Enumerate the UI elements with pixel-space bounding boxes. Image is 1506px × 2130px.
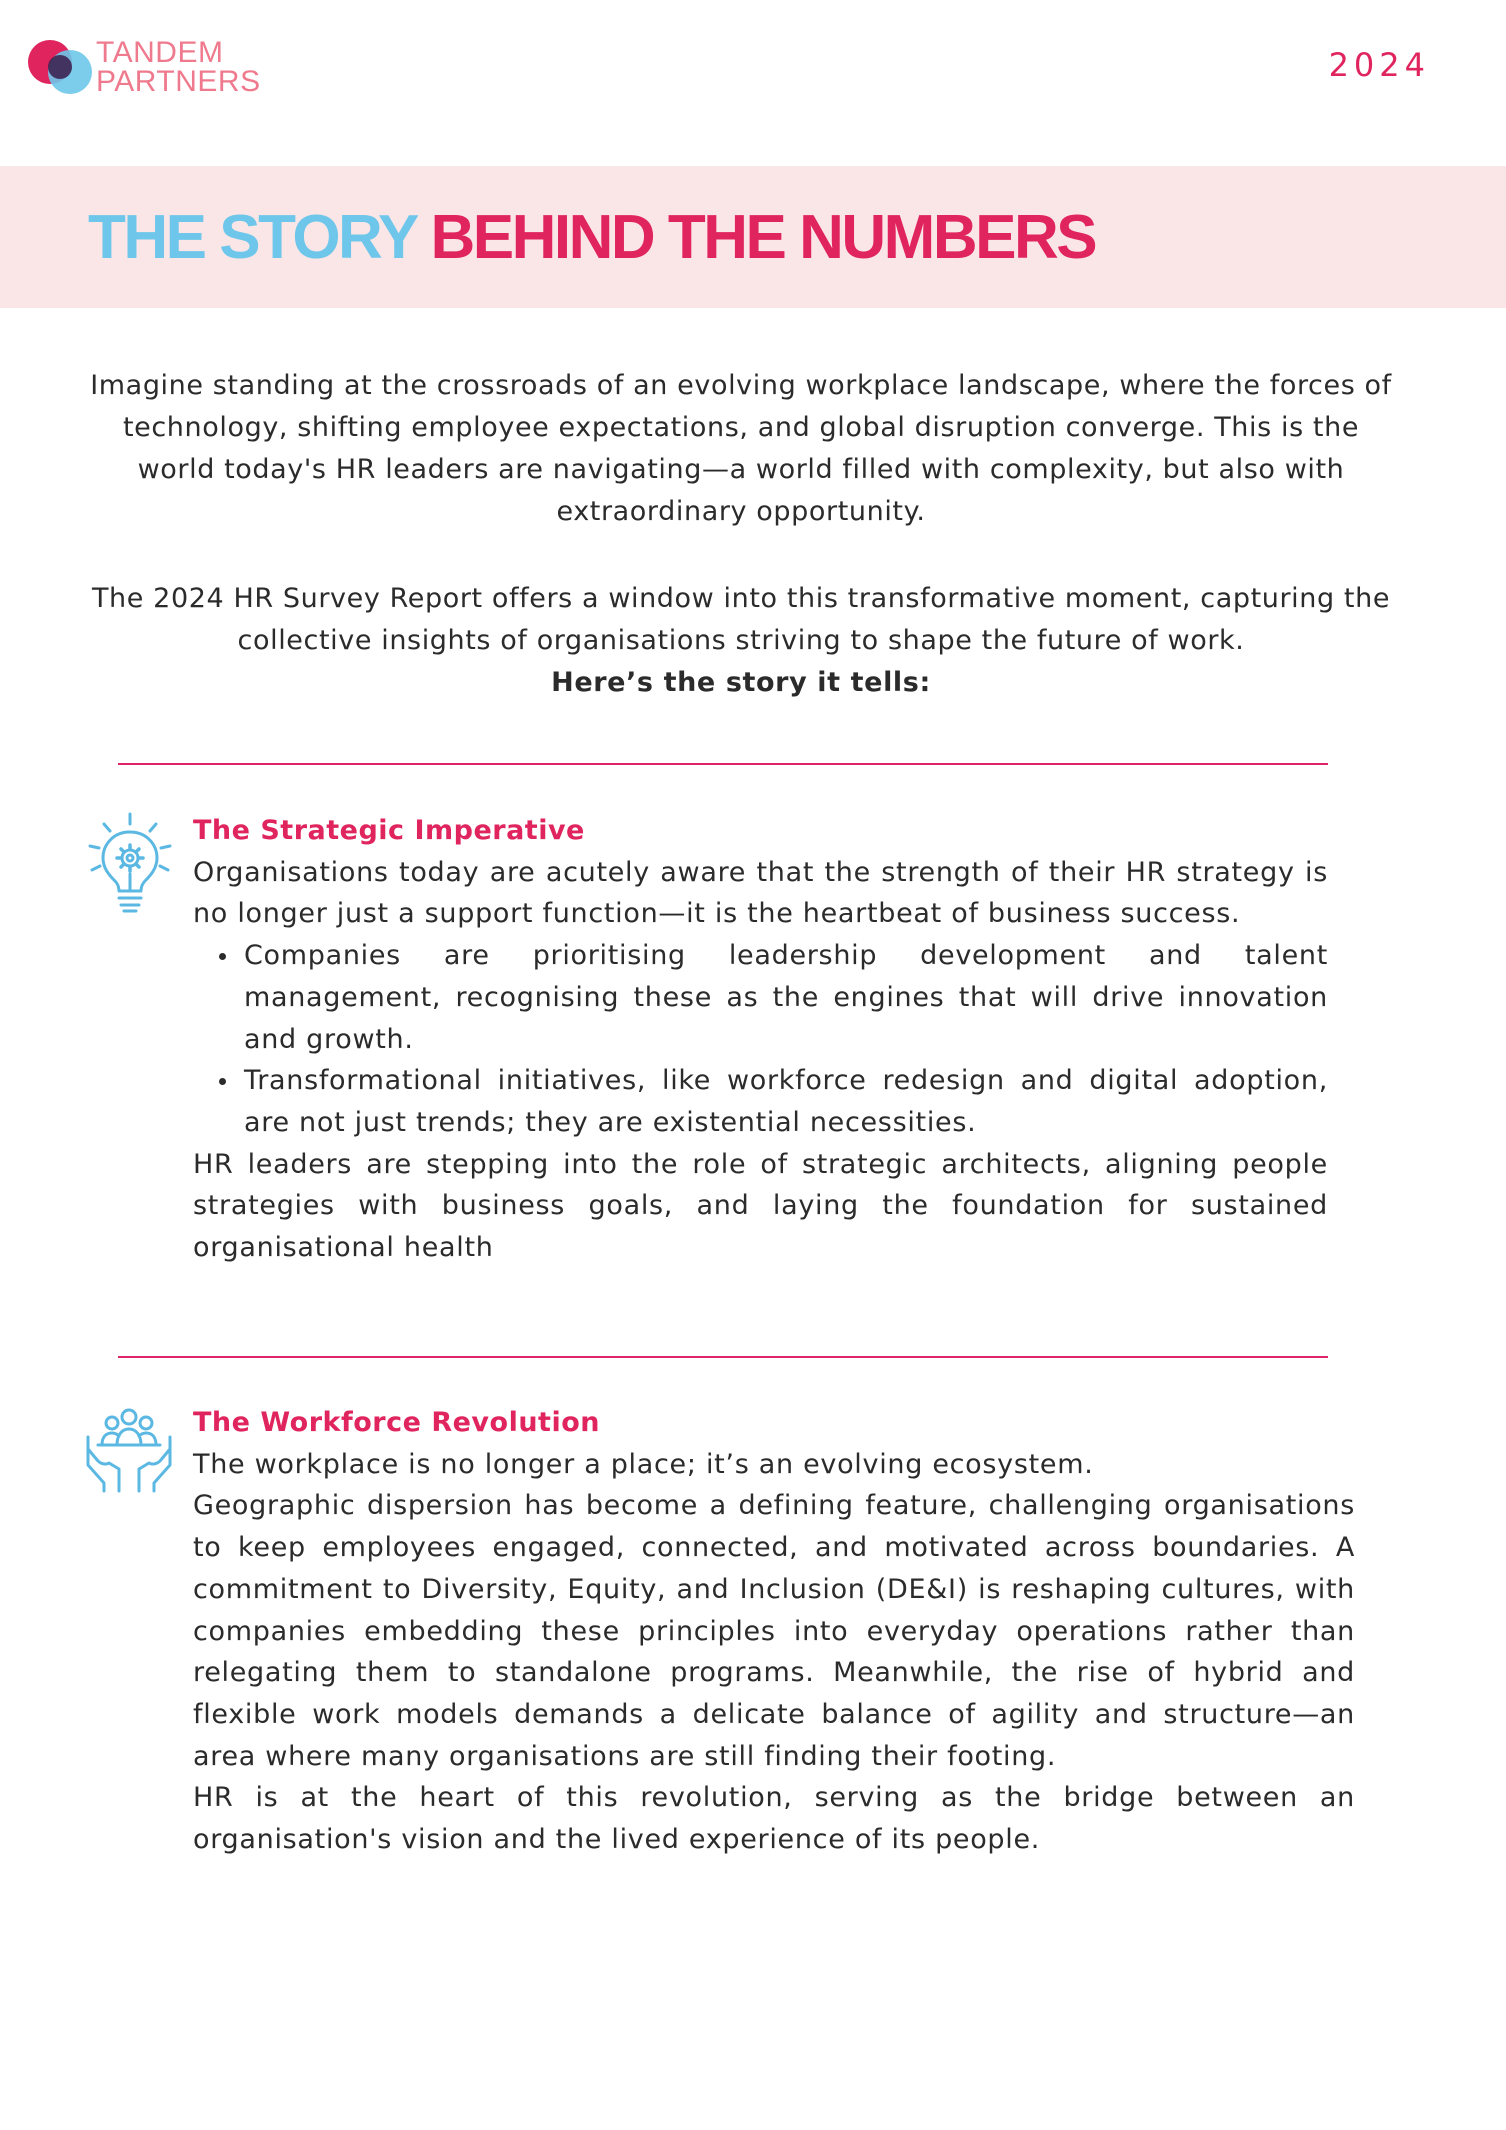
page-title-part-1: THE STORY: [88, 203, 416, 272]
report-year: 2024: [1328, 46, 1430, 84]
section-paragraph: HR leaders are stepping into the role of strategic architects, aligning people strategies with business goals, and laying the foundation for sustained organisational health: [193, 1148, 1328, 1264]
page-title: [88, 202, 1095, 273]
section-paragraph: Geographic dispersion has become a defining feature, challenging organisations to keep employees engaged, connected, and motivated across boundaries. A commitment to Diversity, Equity, and Inclusion (DE&I) is reshaping cultures, with companies embedding these principles into everyday operations rather than relegating them to standalone programs. Meanwhile, the rise of hybrid and flexible work models demands a delicate balance of agility and structure—an area where many organisations are still finding their footing.: [193, 1490, 1355, 1772]
intro-paragraph-1: Imagine standing at the crossroads of an evolving workplace landscape, where the forces of technology, shifting employee expectations, and global disruption converge. This is the world today's HR leaders are navigating—a world filled with complexity, but also with extraordinary opportunity.: [90, 370, 1392, 527]
page-title-part-2: BEHIND THE NUMBERS: [430, 203, 1096, 272]
intro-paragraph-2: [86, 578, 1396, 704]
section-divider-2: [118, 1356, 1328, 1358]
section-paragraph: The workplace is no longer a place; it’s an evolving ecosystem.: [193, 1448, 1094, 1480]
hands-team-icon: [84, 1403, 174, 1493]
section-heading: The Strategic Imperative: [193, 815, 585, 846]
logo-wordmark: [96, 38, 261, 96]
list-item: Transformational initiatives, like workforce redesign and digital adoption, are not just trends; they are existential necessities.: [244, 1060, 1328, 1143]
logo-line-2: PARTNERS: [96, 65, 261, 98]
section-bullet-list: [193, 935, 1328, 1144]
title-banner: [0, 166, 1506, 308]
section-strategic-imperative: [193, 810, 1328, 1269]
intro-lead-in: Here’s the story it tells:: [551, 667, 931, 698]
intro-paragraph-2-text: The 2024 HR Survey Report offers a window into this transformative moment, capturing the collective insights of organisations striving to shape the future of work.: [91, 583, 1391, 656]
section-heading: The Workforce Revolution: [193, 1407, 600, 1438]
section-divider-1: [118, 763, 1328, 765]
list-item: Companies are prioritising leadership development and talent management, recognising these as the engines that will drive innovation and growth.: [244, 935, 1328, 1060]
section-paragraph: Organisations today are acutely aware that the strength of their HR strategy is no longer just a support function—it is the heartbeat of business success.: [193, 856, 1328, 930]
logo-line-1: TANDEM: [96, 36, 224, 69]
section-workforce-revolution: [193, 1402, 1355, 1861]
section-paragraph: HR is at the heart of this revolution, serving as the bridge between an organisation's vision and the lived experience of its people.: [193, 1782, 1355, 1856]
lightbulb-gear-icon: [86, 812, 174, 916]
